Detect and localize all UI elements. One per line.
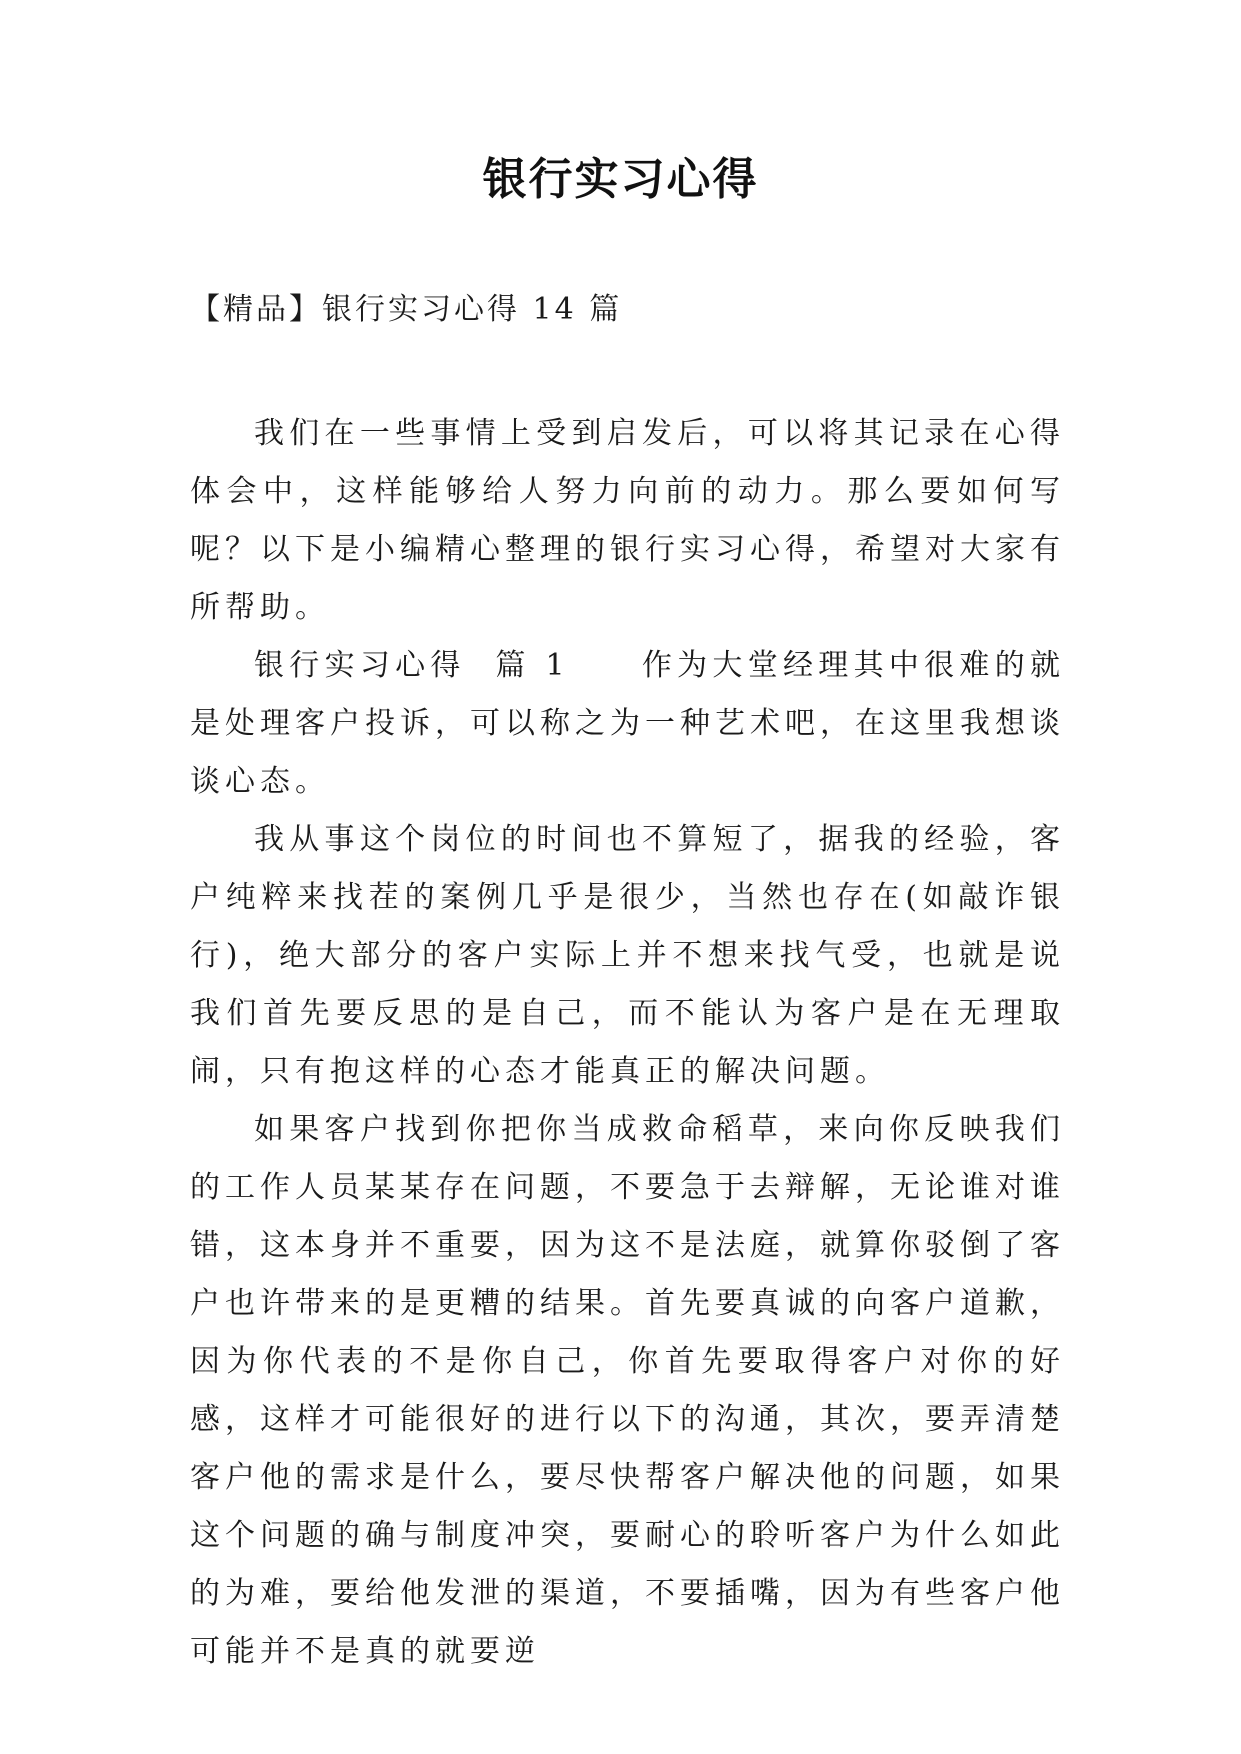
intro-paragraph: 我们在一些事情上受到启发后，可以将其记录在心得体会中，这样能够给人努力向前的动力。那么要如何写呢？以下是小编精心整理的银行实习心得，希望对大家有所帮助。 [190,416,1065,625]
document-subtitle: 【精品】银行实习心得 14 篇 [190,292,623,327]
section-1-paragraph [190,637,1065,811]
document-title: 银行实习心得 [482,154,759,205]
section-1-lead: 作为大堂经理其中很难的就是处理客户投诉，可以称之为一种艺术吧，在这里我想谈谈心态。 [190,648,1065,799]
document-body [190,405,1065,1681]
body-paragraph-3: 如果客户找到你把你当成救命稻草，来向你反映我们的工作人员某某存在问题，不要急于去辩解，无论谁对谁错，这本身并不重要，因为这不是法庭，就算你驳倒了客户也许带来的是更糟的结果。首先要真诚的向客户道歉，因为你代表的不是你自己，你首先要取得客户对你的好感，这样才可能很好的进行以下的沟通，其次，要弄清楚客户他的需求是什么，要尽快帮客户解决他的问题，如果这个问题的确与制度冲突，要耐心的聆听客户为什么如此的为难，要给他发泄的渠道，不要插嘴，因为有些客户他可能并不是真的就要逆 [190,1112,1065,1669]
body-paragraph-2: 我从事这个岗位的时间也不算短了，据我的经验，客户纯粹来找茬的案例几乎是很少，当然也存在(如敲诈银行)，绝大部分的客户实际上并不想来找气受，也就是说我们首先要反思的是自己，而不能认为客户是在无理取闹，只有抱这样的心态才能真正的解决问题。 [190,822,1065,1089]
section-1-heading: 银行实习心得 篇 1 [254,648,570,683]
